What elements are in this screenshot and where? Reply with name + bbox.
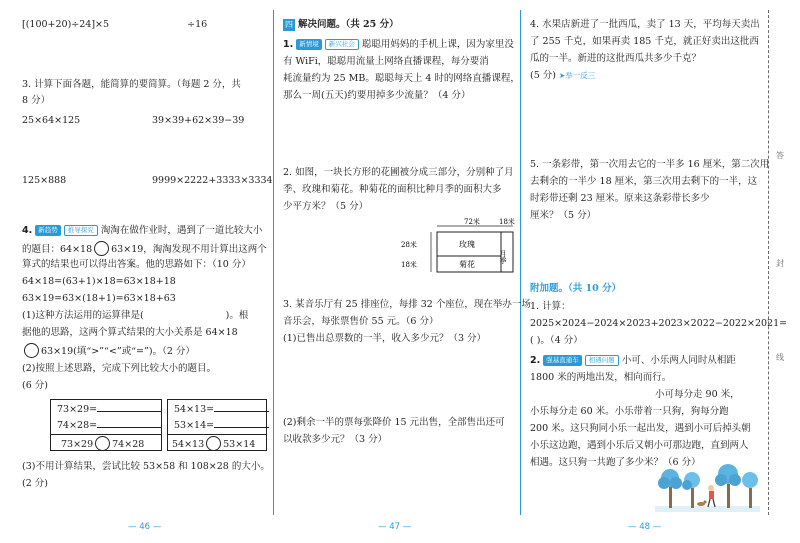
section-header: [283, 18, 515, 32]
tree-icon: [682, 472, 700, 508]
question-3-part2-line1: (2)剩余一半的票每张降价 15 元出售，全部售出还可: [283, 417, 505, 428]
question-3-part2-line2: 以收款多少元？（3 分）: [283, 434, 388, 445]
tag-badge: 相遇问题: [585, 355, 619, 366]
question-2-line2: 季、玫瑰和菊花。种菊花的面积比种月季的面积大多: [283, 184, 502, 195]
label-72m: 72米: [464, 218, 480, 226]
question-4-line3: 瓜的一半。新进的这批西瓜共多少千克？: [530, 53, 702, 64]
answer-line[interactable]: [214, 418, 269, 428]
bonus-1-answer: ( )。（4 分）: [530, 335, 583, 346]
compare-box-2: 54×13= 53×14= 54×13 53×14: [167, 399, 267, 451]
compare-circle[interactable]: [94, 241, 109, 256]
bonus-2-line3: 小可每分走 90 米，: [655, 389, 740, 400]
garden-diagram: [401, 220, 513, 278]
question-4-line3: 算式的结果也可以得出答案。他的思路如下：（10 分）: [22, 259, 251, 270]
page-number: — 48 —: [628, 522, 662, 532]
column-divider-right: [520, 10, 521, 515]
page-number: — 46 —: [128, 522, 162, 532]
tree-icon: [715, 464, 741, 508]
part-2-line2: (6 分): [22, 380, 48, 391]
tag-badge: 新趋势: [35, 225, 61, 236]
month-rose-label: 月季: [499, 250, 507, 264]
margin-char: 答: [776, 151, 784, 160]
tag-badge: 新兴社会: [325, 39, 359, 50]
question-5-line1: 5. 一条彩带，第一次用去它的一半多 16 厘米，第二次用: [530, 159, 770, 170]
equation: 63×19=63×(18+1)=63×18+63: [22, 293, 176, 304]
question-3-line1: 3. 某音乐厅有 25 排座位，每排 32 个座位，现在举办一场: [283, 299, 531, 310]
bonus-1-line1: 1. 计算：: [530, 301, 571, 312]
binding-line: [768, 10, 769, 515]
question-4-line4: (5 分) ➤举一反三: [530, 70, 596, 81]
question-5-line4: 厘米？（5 分）: [530, 210, 597, 221]
bonus-1-expression: 2025×2024−2024×2023+2023×2022−2022×2021=: [530, 318, 788, 329]
tree-icon: [742, 472, 758, 508]
question-4-line2: 了 255 千克，如果再卖 185 千克，就正好卖出这批西: [530, 36, 759, 47]
chrysanthemum-label: 菊花: [459, 260, 475, 269]
label-18m-top: 18米: [499, 218, 515, 226]
bonus-title: 附加题。（共 10 分）: [530, 283, 622, 294]
section-title: 解决问题。（共 25 分）: [298, 19, 399, 30]
part-3-line1: (3)不用计算结果，尝试比较 53×58 和 108×28 的大小。: [22, 461, 270, 472]
question-5-line2: 去剩余的一半少 18 厘米，第三次用去剩下的一半，这: [530, 176, 758, 187]
question-4-line1: 4. 水果店新进了一批西瓜，卖了 13 天，平均每天卖出: [530, 19, 760, 30]
margin-char: 线: [776, 353, 784, 362]
bonus-2-line6: 小乐这边跑，遇到小乐后又朝小可那边跑，直到两人: [530, 440, 749, 451]
bonus-2-line5: 200 米。这只狗同小乐一起出发，遇到小可后掉头朝: [530, 423, 751, 434]
question-3-line2: 8 分）: [22, 95, 51, 106]
tag-badge: 新情境: [296, 39, 322, 50]
bonus-2-line7: 相遇。这只狗一共跑了多少米？（6 分）: [530, 457, 701, 468]
part-3-line2: (2 分): [22, 478, 48, 489]
bonus-2-line2: 1800 米的两地出发，相向而行。: [530, 372, 672, 383]
bonus-2-line1: 2. 强基直通车 相遇问题 小可、小乐两人同时从相距: [530, 355, 736, 366]
question-5-line3: 时彩带还剩 23 厘米。原来这条彩带长多少: [530, 193, 710, 204]
tag-badge: 强基直通车: [543, 355, 582, 366]
compare-circle[interactable]: [206, 436, 221, 451]
question-3-line2: 音乐会，每张票售价 55 元。（6 分）: [283, 316, 439, 327]
part-2-line1: (2)按照上述思路，完成下列比较大小的题目。: [22, 363, 216, 374]
calc-item: 9999×2222+3333×3334: [152, 175, 273, 186]
rose-label: 玫瑰: [459, 240, 475, 249]
answer-line[interactable]: [97, 402, 162, 412]
question-1-line4: 那么一周(五天)约要用掉多少流量？（4 分）: [283, 90, 471, 101]
compare-box-1: 73×29= 74×28= 73×29 74×28: [50, 399, 162, 451]
calc-item: 39×39+62×39−39: [152, 115, 245, 126]
walking-illustration: [655, 458, 760, 518]
part-1-line2: 据他的思路，这两个算式结果的大小关系是 64×18: [22, 327, 238, 338]
answer-line[interactable]: [97, 418, 162, 428]
bonus-2-line4: 小乐每分走 60 米。小乐带着一只狗，狗每分跑: [530, 406, 729, 417]
question-2-line3: 少平方米？（5 分）: [283, 201, 369, 212]
tree-icon: [658, 469, 682, 508]
compare-circle[interactable]: [95, 436, 110, 451]
label-28m: 28米: [401, 241, 417, 249]
part-1-line1: (1)这种方法运用的运算律是( )。根: [22, 310, 249, 321]
tag-badge: 推导探究: [64, 225, 98, 236]
dog-icon: [697, 500, 707, 506]
part-1-line3: 63×19(填“>”“<”或“=”)。（2 分）: [22, 343, 267, 359]
child-figure: [708, 485, 715, 507]
question-1-line1: 1. 新情境 新兴社会 聪聪用妈妈的手机上课，因为家里没: [283, 39, 514, 50]
question-3-line1: 3. 计算下面各题，能简算的要简算。（每题 2 分，共: [22, 79, 241, 90]
top-expression: [(100+20)÷24]×5 ÷16: [22, 19, 208, 30]
margin-char: 封: [776, 259, 784, 268]
label-18m-left: 18米: [401, 261, 417, 269]
column-divider-left: [273, 10, 274, 515]
answer-line[interactable]: [214, 402, 269, 412]
section-number: 四: [285, 20, 293, 29]
calc-item: 125×888: [22, 175, 67, 186]
practice-link[interactable]: ➤举一反三: [559, 71, 596, 80]
question-2-line1: 2. 如图，一块长方形的花圃被分成三部分，分别种了月: [283, 167, 514, 178]
equation: 64×18=(63+1)×18=63×18+18: [22, 276, 176, 287]
calc-item: 25×64×125: [22, 115, 81, 126]
question-4-line1: 4. 新趋势 推导探究 淘淘在做作业时，遇到了一道比较大小: [22, 225, 263, 236]
compare-circle[interactable]: [24, 343, 39, 358]
page-number: — 47 —: [378, 522, 412, 532]
question-1-line3: 耗流量约为 25 MB。聪聪每天上 4 时的网络直播课程，: [283, 73, 520, 84]
question-1-line2: 有 WiFi，聪聪用流量上网络直播课程，每分要消: [283, 56, 489, 67]
question-3-part1: (1)已售出总票数的一半，收入多少元？（3 分）: [283, 333, 487, 344]
question-4-line2: 的题目：64×18 63×19，淘淘发现不用计算出这两个: [22, 241, 267, 257]
